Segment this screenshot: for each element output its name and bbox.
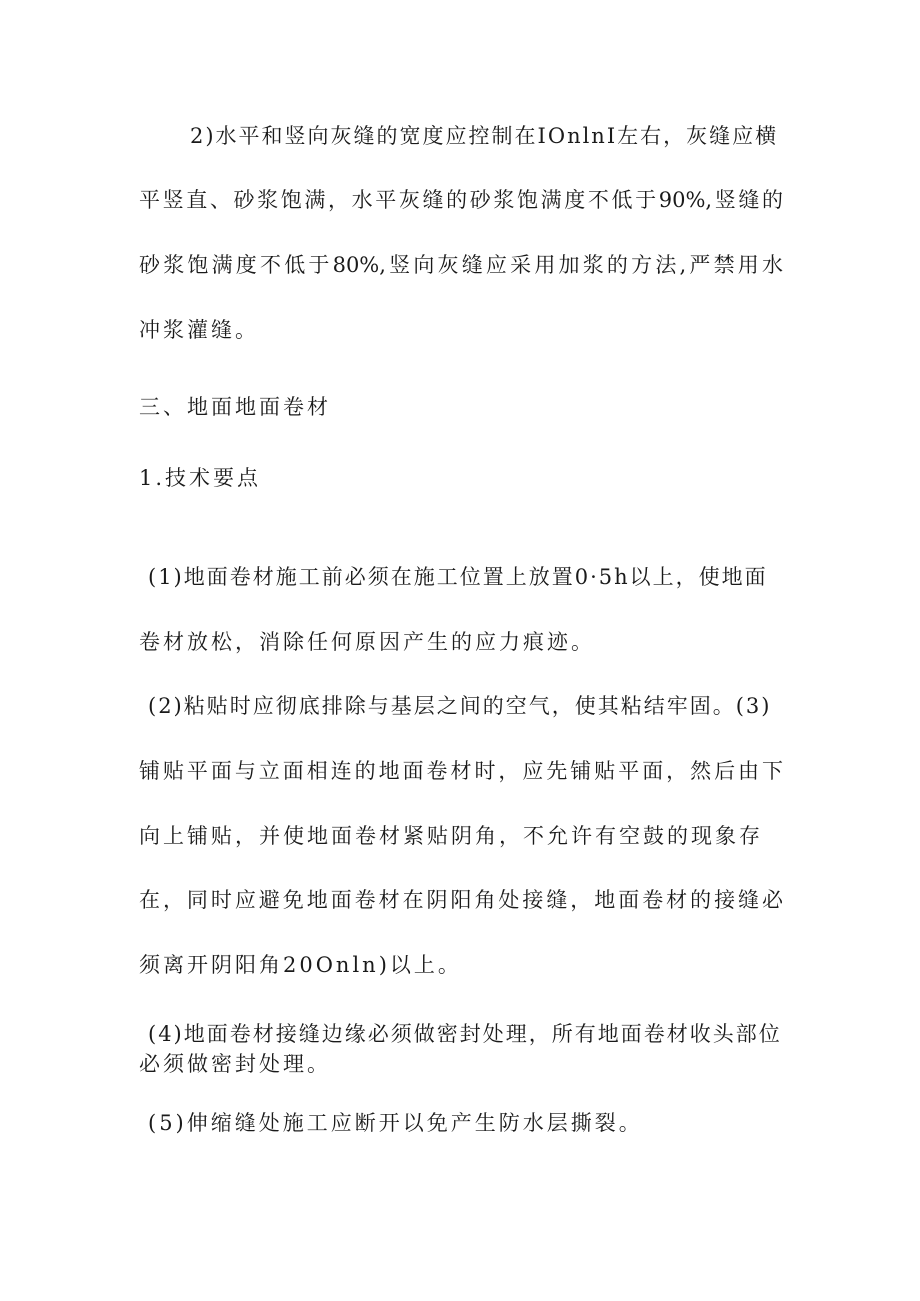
item-1-line-2: 卷材放松，消除任何原因产生的应力痕迹。 bbox=[139, 630, 595, 654]
paragraph-1-line-2: 平竖直、砂浆饱满，水平灰缝的砂浆饱满度不低于90%,竖缝的 bbox=[139, 188, 783, 212]
paragraph-1-line-3: 砂浆饱满度不低于80%,竖向灰缝应采用加浆的方法,严禁用水 bbox=[139, 253, 783, 277]
item-4-line-1: (4)地面卷材接缝边缘必须做密封处理，所有地面卷材收头部位 bbox=[148, 1022, 782, 1046]
item-1-line-1: (1)地面卷材施工前必须在施工位置上放置0·5h以上，使地面 bbox=[148, 565, 768, 589]
paragraph-1-line-1: 2)水平和竖向灰缝的宽度应控制在IOnlnI左右，灰缝应横 bbox=[190, 124, 779, 148]
paragraph-1-line-4: 冲浆灌缝。 bbox=[139, 318, 259, 342]
item-2-line-5: 须离开阴阳角20Onln)以上。 bbox=[139, 953, 462, 977]
item-2-line-1: (2)粘贴时应彻底排除与基层之间的空气，使其粘结牢固。(3) bbox=[148, 694, 772, 718]
item-5-line-1: (5)伸缩缝处施工应断开以免产生防水层撕裂。 bbox=[148, 1111, 643, 1135]
item-2-line-2: 铺贴平面与立面相连的地面卷材时，应先铺贴平面，然后由下 bbox=[139, 759, 783, 783]
item-2-line-4: 在，同时应避免地面卷材在阴阳角处接缝，地面卷材的接缝必 bbox=[139, 888, 783, 912]
item-2-line-3: 向上铺贴，并使地面卷材紧贴阴角，不允许有空鼓的现象存 bbox=[139, 824, 763, 848]
item-4-line-2: 必须做密封处理。 bbox=[139, 1052, 331, 1076]
section-heading: 三、地面地面卷材 bbox=[139, 395, 331, 419]
subheading: 1.技术要点 bbox=[139, 466, 262, 490]
